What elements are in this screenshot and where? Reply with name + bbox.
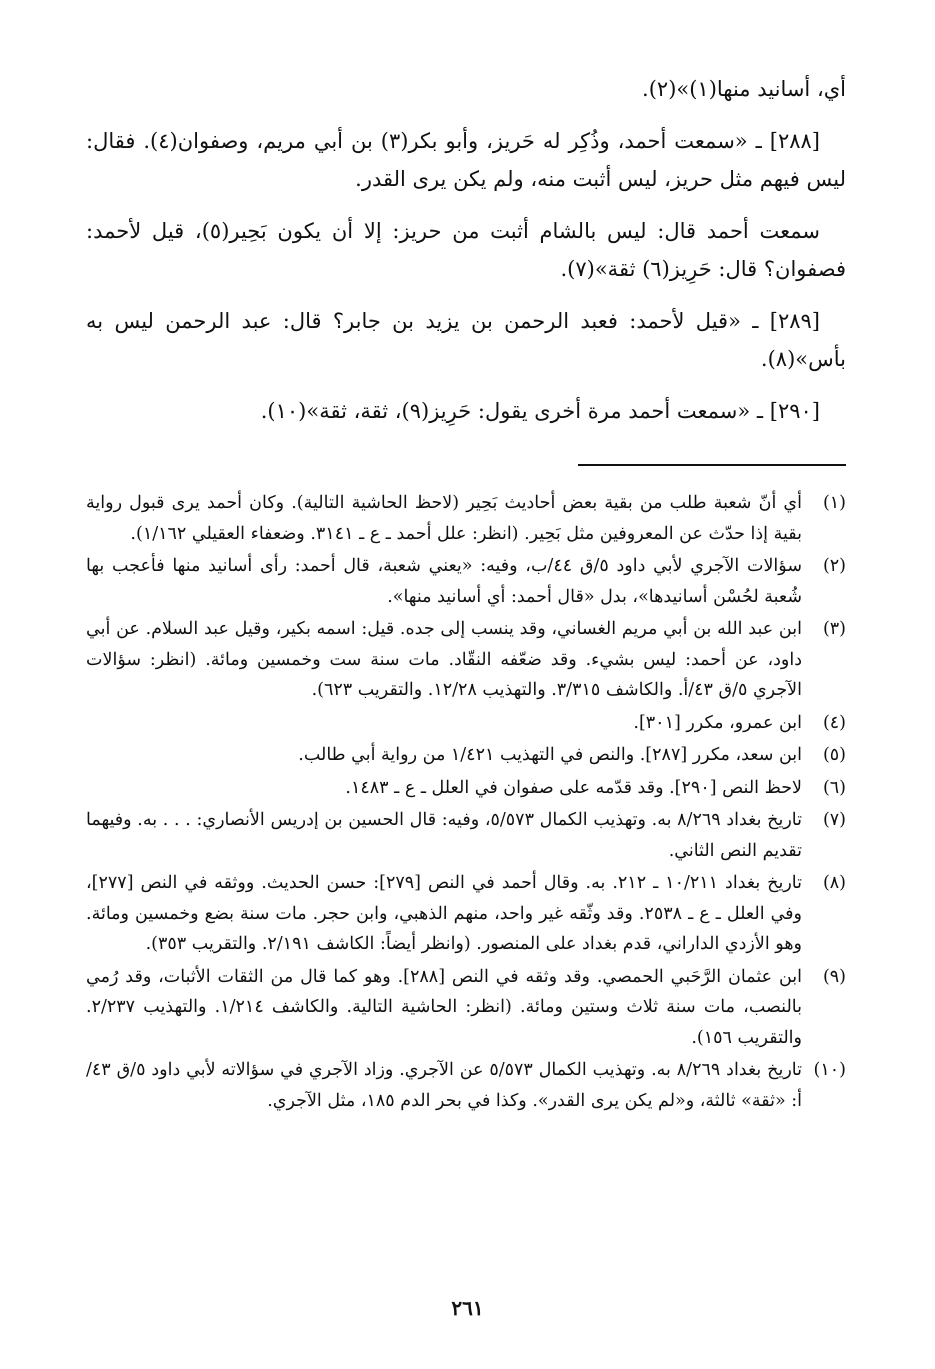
footnote-number: (٨) [822, 873, 846, 893]
footnote [86, 868, 846, 960]
entry-290: [٢٩٠] ـ «سمعت أحمد مرة أخرى يقول: حَرِيز(٩)، ثقة، ثقة»(١٠). [260, 399, 820, 423]
footnote-number: (٩) [822, 966, 846, 987]
footnote-number: (١) [822, 493, 846, 513]
footnote-number: (٧) [822, 810, 846, 830]
footnote-text: ابن عثمان الرَّحَبي الحمصي. وقد وثقه في النص [٢٨٨]. وهو كما قال من الثقات الأثبات، وقد رُمي بالنصب، مات سنة ثلاث وستين ومائة. (انظر: الحاشية التالية. والكاشف ١/٢١٤. والتهذيب ٢/٢٣٧. والتقريب ١٥٦). [86, 966, 802, 1048]
footnote-text: تاريخ بغداد ٨/٢٦٩ به. وتهذيب الكمال ٥/٥٧٣ عن الآجري. وزاد الآجري في سؤالاته لأبي داود ٥/ق ٤٣/أ: «ثقة» ثالثة، و«لم يكن يرى القدر». وكذا في بحر الدم ١٨٥، مثل الآجري. [86, 1060, 802, 1111]
main-text [86, 70, 846, 430]
footnote-text: تاريخ بغداد ٨/٢٦٩ به. وتهذيب الكمال ٥/٥٧٣، وفيه: قال الحسين بن إدريس الأنصاري: . . . به. وفيهما تقديم النص الثاني. [86, 810, 802, 861]
footnote-number: (٢) [822, 556, 846, 576]
footnote-text: سؤالات الآجري لأبي داود ٥/ق ٤٤/ب، وفيه: «يعني شعبة، قال أحمد: رأى أسانيد منها فأعجب بها شُعبة لحُسْن أسانيدها»، بدل «قال أحمد: أي أسانيد منها». [86, 556, 802, 607]
footnote [86, 614, 846, 706]
footnote-number: (١٠) [813, 1060, 846, 1080]
footnote-separator [86, 464, 846, 466]
footnote [86, 773, 846, 804]
paragraph-continuation: أي، أسانيد منها(١)»(٢). [642, 77, 846, 101]
footnotes [86, 488, 846, 1116]
footnote-text: لاحظ النص [٢٩٠]. وقد قدّمه على صفوان في العلل ـ ع ـ ١٤٨٣. [345, 777, 802, 798]
footnote [86, 1055, 846, 1116]
footnote-text: ابن عمرو، مكرر [٣٠١]. [633, 712, 802, 733]
page-body [86, 70, 846, 1118]
footnote [86, 962, 846, 1054]
footnote-number: (٦) [822, 777, 846, 798]
footnote [86, 488, 846, 549]
footnote [86, 551, 846, 612]
footnote-text: تاريخ بغداد ١٠/٢١١ ـ ٢١٢. به. وقال أحمد في النص [٢٧٩]: حسن الحديث. ووثقه في النص [٢٧٧]، وفي العلل ـ ع ـ ٢٥٣٨. وقد وثّقه غير واحد، منهم الذهبي، وابن حجر. مات سنة بضع وخمسين ومائة. وهو الأزدي الداراني، قدم بغداد على المنصور. (وانظر أيضاً: الكاشف ٢/١٩١. والتقريب ٣٥٣). [86, 873, 802, 954]
entry-288: [٢٨٨] ـ «سمعت أحمد، وذُكِر له حَريز، وأبو بكر(٣) بن أبي مريم، وصفوان(٤). فقال: ليس فيهم مثل حريز، ليس أثبت منه، ولم يكن يرى القدر. [86, 129, 846, 191]
page-number: ٢٦١ [451, 1296, 484, 1320]
entry-288-continued: سمعت أحمد قال: ليس بالشام أثبت من حريز: إلا أن يكون بَحِير(٥)، قيل لأحمد: فصفوان؟ قال: حَرِيز(٦) ثقة»(٧). [86, 219, 846, 281]
footnote-number: (٣) [822, 619, 846, 639]
footnote-text: أي أنّ شعبة طلب من بقية بعض أحاديث بَحِير (لاحظ الحاشية التالية). وكان أحمد يرى قبول رواية بقية إذا حدّث عن المعروفين مثل بَحِير. (انظر: علل أحمد ـ ع ـ ٣١٤١. وضعفاء العقيلي ١/١٦٢). [86, 493, 802, 544]
footnote-number: (٥) [822, 745, 846, 765]
footnote [86, 740, 846, 771]
footnote-number: (٤) [822, 712, 846, 733]
footnote [86, 805, 846, 866]
footnote-text: ابن سعد، مكرر [٢٨٧]. والنص في التهذيب ١/٤٢١ من رواية أبي طالب. [298, 745, 802, 765]
footnote-text: ابن عبد الله بن أبي مريم الغساني، وقد ينسب إلى جده. قيل: اسمه بكير، وقيل عبد السلام. عن أبي داود، عن أحمد: ليس بشيء. وقد ضعّفه النقّاد. مات سنة ست وخمسين ومائة. (انظر: سؤالات الآجري ٥/ق ٤٣/أ. والكاشف ٣/٣١٥. والتهذيب ١٢/٢٨. والتقريب ٦٢٣). [86, 619, 802, 700]
entry-289: [٢٨٩] ـ «قيل لأحمد: فعبد الرحمن بن يزيد بن جابر؟ قال: عبد الرحمن ليس به بأس»(٨). [86, 309, 846, 371]
footnote [86, 708, 846, 739]
